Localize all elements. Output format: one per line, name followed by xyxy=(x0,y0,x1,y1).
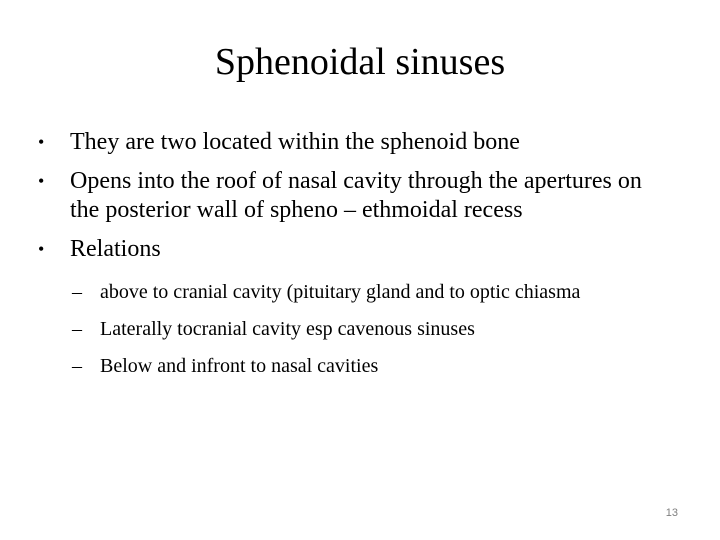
sub-bullet-item xyxy=(36,353,676,379)
bullet-text: They are two located within the sphenoid bone xyxy=(70,129,520,155)
bullet-item xyxy=(36,235,676,379)
bullet-marker: • xyxy=(38,132,45,152)
bullet-list xyxy=(36,128,676,379)
sub-bullet-text: Below and infront to nasal cavities xyxy=(100,355,379,377)
slide-content xyxy=(36,128,676,390)
sub-bullet-marker: – xyxy=(72,318,82,340)
sub-bullet-item xyxy=(36,279,676,305)
bullet-text: Relations xyxy=(70,236,161,262)
sub-bullet-marker: – xyxy=(72,355,82,377)
sub-bullet-marker: – xyxy=(72,281,82,303)
bullet-item xyxy=(36,167,676,225)
bullet-marker: • xyxy=(38,239,45,259)
slide-number: 13 xyxy=(665,507,678,519)
slide-title: Sphenoidal sinuses xyxy=(214,41,506,83)
bullet-marker: • xyxy=(38,171,45,191)
bullet-item xyxy=(36,128,676,157)
sub-bullet-list xyxy=(70,279,676,379)
sub-bullet-text: Laterally tocranial cavity esp cavenous sinuses xyxy=(100,318,475,340)
bullet-text: Opens into the roof of nasal cavity through the apertures on the posterior wall of spheno – ethmoidal recess xyxy=(70,168,642,223)
sub-bullet-text: above to cranial cavity (pituitary gland and to optic chiasma xyxy=(100,281,581,303)
sub-bullet-item xyxy=(36,316,676,342)
